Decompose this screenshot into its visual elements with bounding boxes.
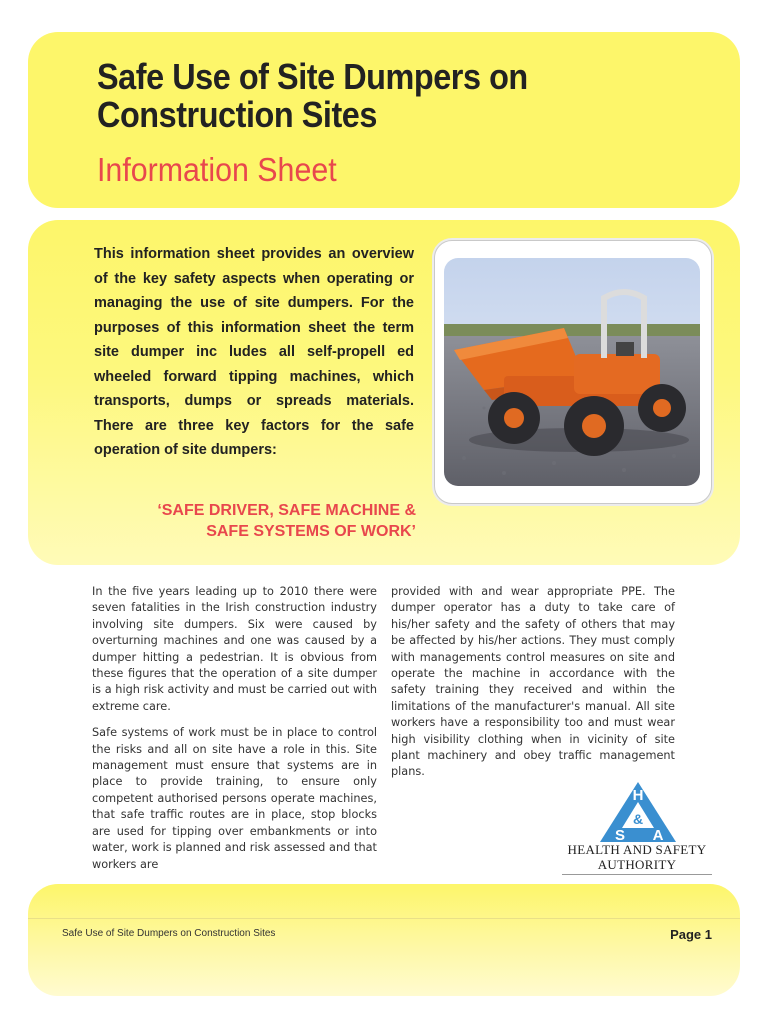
body-paragraph: In the five years leading up to 2010 there were seven fatalities in the Irish construction industry involving site dumpers. Six were caused by overturning machines and one was caused by a dumper hitting a pedestrian. It is obvious from these figures that the operation of a site dumper is a high risk activity and must be carried out with extreme care. xyxy=(92,585,377,713)
logo-rule xyxy=(562,874,712,875)
site-dumper-photo xyxy=(444,258,700,486)
logo-letter-s: S xyxy=(614,827,626,844)
footer-document-title: Safe Use of Site Dumpers on Construction Sites xyxy=(62,928,276,939)
body-paragraph: Safe systems of work must be in place to control the risks and all on site have a role in this. Site management must ensure that systems are in place to provide training, to ensure only competent authorised persons operate machines, that safe traffic routes are in place, stop blocks are used for tipping over embankments or into water, work is planned and risk assessed and that workers are xyxy=(92,726,377,871)
logo-line-1: HEALTH AND SAFETY xyxy=(567,842,707,857)
body-column-right xyxy=(391,584,675,791)
slogan-line-1: ‘SAFE DRIVER, SAFE MACHINE & xyxy=(157,502,416,519)
hsa-triangle-logo-icon xyxy=(562,780,714,844)
document-title: Safe Use of Site Dumpers on Construction Sites xyxy=(97,56,528,135)
footer-divider xyxy=(28,918,740,919)
body-paragraph: provided with and wear appropriate PPE. The dumper operator has a duty to take care of his/her safety and the safety of others that may be affected by his/her actions. They must comply with managements control measures on site and operate the machine in accordance with the safety training they received and within the limitations of the manufacturer's manual. All site workers have a responsibility too and must wear high visibility clothing when in vicinity of site plant machinery and obey traffic management plans. xyxy=(391,585,675,779)
intro-paragraph: This information sheet provides an overview of the key safety aspects when operating or managing the use of site dumpers. For the purposes of this information sheet the term site dumper inc ludes all self-propell ed wheeled forward tipping machines, which transports, dumps or spreads materials. There are three key factors for the safe operation of site dumpers: xyxy=(94,246,414,458)
slogan-line-2: SAFE SYSTEMS OF WORK’ xyxy=(206,523,416,540)
document-subtitle: Information Sheet xyxy=(97,151,337,188)
logo-letter-amp: & xyxy=(632,811,644,827)
body-column-left xyxy=(92,584,377,883)
site-dumper-illustration xyxy=(444,258,700,486)
logo-letter-a: A xyxy=(652,827,664,844)
safety-slogan xyxy=(100,500,416,542)
logo-line-2: AUTHORITY xyxy=(597,857,677,872)
page-number: Page 1 xyxy=(670,927,712,942)
logo-letter-h: H xyxy=(632,787,644,804)
footer-panel xyxy=(28,884,740,996)
hsa-logo-text xyxy=(562,842,712,872)
